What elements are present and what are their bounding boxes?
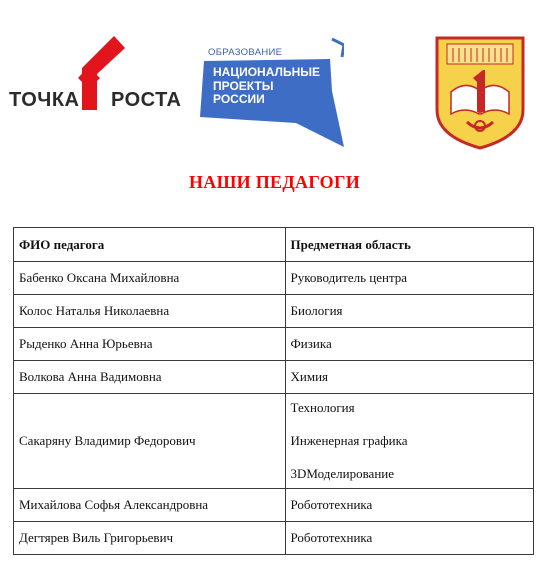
table-row	[14, 522, 534, 555]
header-name: ФИО педагога	[14, 228, 286, 262]
teachers-table	[13, 227, 534, 555]
page-title: НАШИ ПЕДАГОГИ	[188, 172, 360, 192]
teacher-subject: 3DМоделирование	[290, 466, 395, 481]
table-row	[14, 489, 534, 522]
national-projects-logo	[196, 35, 344, 151]
np-line-3: РОССИИ	[213, 92, 265, 106]
table-row	[14, 328, 534, 361]
education-label: ОБРАЗОВАНИЕ	[208, 47, 283, 58]
teacher-subject: Биология	[285, 295, 533, 328]
rosta-word: РОСТА	[111, 89, 182, 111]
teacher-name: Бабенко Оксана Михайловна	[14, 262, 286, 295]
teacher-subject: Руководитель центра	[285, 262, 533, 295]
tochka-word: ТОЧКА	[9, 89, 80, 111]
teacher-subject: Физика	[285, 328, 533, 361]
teacher-subject: Технология	[290, 400, 355, 415]
np-line-1: НАЦИОНАЛЬНЫЕ	[213, 65, 320, 79]
school-emblem-icon	[433, 36, 527, 150]
teacher-name: Колос Наталья Николаевна	[14, 295, 286, 328]
school-emblem-logo	[433, 36, 527, 150]
table-row	[14, 361, 534, 394]
national-projects-text	[213, 66, 320, 107]
teacher-subject: Химия	[285, 361, 533, 394]
teacher-subject: Инженерная графика	[290, 433, 408, 448]
header-subject: Предметная область	[285, 228, 533, 262]
teacher-name: Волкова Анна Вадимовна	[14, 361, 286, 394]
table-row	[14, 295, 534, 328]
table-header-row	[14, 228, 534, 262]
teacher-name: Сакаряну Владимир Федорович	[14, 394, 286, 489]
teacher-subject: Робототехника	[285, 489, 533, 522]
np-line-2: ПРОЕКТЫ	[213, 78, 274, 93]
table-row	[14, 262, 534, 295]
teacher-subjects	[285, 394, 533, 489]
tochka-rosta-logo	[8, 34, 182, 120]
table-row	[14, 394, 534, 489]
teacher-name: Михайлова Софья Александровна	[14, 489, 286, 522]
teacher-name: Рыденко Анна Юрьевна	[14, 328, 286, 361]
teacher-subject: Робототехника	[285, 522, 533, 555]
teacher-name: Дегтярев Виль Григорьевич	[14, 522, 286, 555]
